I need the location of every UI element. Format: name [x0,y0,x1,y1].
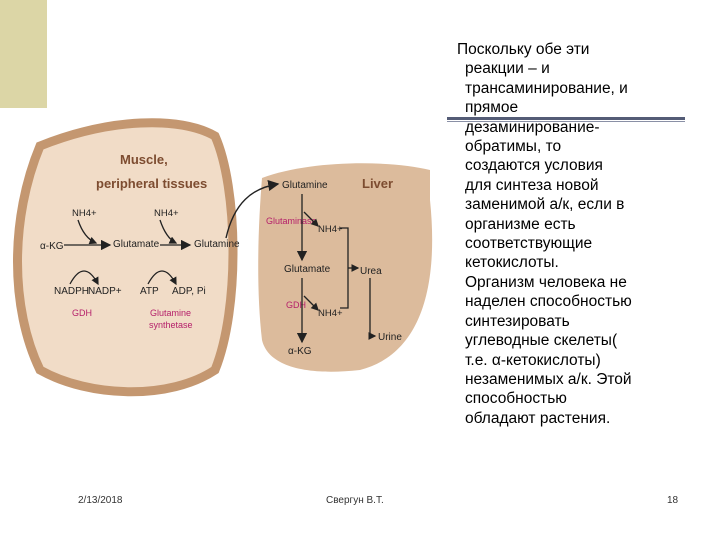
paragraph-line: наделен способностью [465,293,632,311]
liver-glutamine: Glutamine [282,180,328,191]
paragraph-line: Поскольку обе эти [457,41,590,58]
olive-accent-bar [0,0,47,108]
liver-nh4-1: NH4+ [318,224,343,235]
liver-gdh-enzyme: GDH [286,300,306,310]
muscle-nh4-1: NH4+ [72,208,97,219]
muscle-adp: ADP, Pi [172,286,206,297]
muscle-nh4-2: NH4+ [154,208,179,219]
paragraph-line: реакции – и [465,60,550,78]
paragraph-line: синтезировать [465,312,570,330]
paragraph-line: дезаминирование- [465,118,600,136]
liver-glutaminase-enzyme: Glutaminase [266,216,317,226]
muscle-atp: ATP [140,286,159,297]
muscle-gs-enzyme-line1: Glutamine [150,308,192,318]
muscle-title-line2: peripheral tissues [96,176,208,191]
footer-author: Свергун В.Т. [326,495,384,506]
muscle-gs-enzyme-line2: synthetase [149,320,193,330]
muscle-gdh-enzyme: GDH [72,308,92,318]
muscle-glutamate: Glutamate [113,239,160,250]
paragraph-line: обладают растения. [465,409,611,427]
liver-nh4-2: NH4+ [318,308,343,319]
paragraph-line: заменимой а/к, если в [465,196,625,214]
liver-urine: Urine [378,332,402,343]
muscle-nadph: NADPH [54,286,90,297]
muscle-nadp: NADP+ [88,286,122,297]
paragraph-line: обратимы, то [465,138,562,156]
paragraph-line: создаются условия [465,157,603,175]
liver-akg: α-KG [288,346,312,357]
paragraph-line: трансаминирование, и [465,79,628,97]
footer-date: 2/13/2018 [78,495,123,506]
muscle-title-line1: Muscle, [120,152,168,167]
paragraph-line: способностью [465,390,567,408]
paragraph-line: соответствующие [465,235,593,253]
paragraph-line: незаменимых а/к. Этой [465,370,632,388]
liver-urea: Urea [360,266,382,277]
liver-title: Liver [362,176,394,191]
footer-page-number: 18 [667,495,679,506]
liver-glutamate: Glutamate [284,264,331,275]
paragraph-line: Организм человека не [465,273,627,291]
paragraph-line: т.е. α-кетокислоты) [465,351,601,369]
slide-paragraph [457,40,689,428]
paragraph-line: углеводные скелеты( [465,332,618,350]
metabolism-diagram [0,108,445,410]
paragraph-line: организме есть [465,215,576,233]
paragraph-line: для синтеза новой [465,176,599,194]
muscle-akg: α-KG [40,241,64,252]
paragraph-line: прямое [465,99,519,117]
muscle-glutamine: Glutamine [194,239,240,250]
paragraph-line: кетокислоты. [465,254,559,272]
